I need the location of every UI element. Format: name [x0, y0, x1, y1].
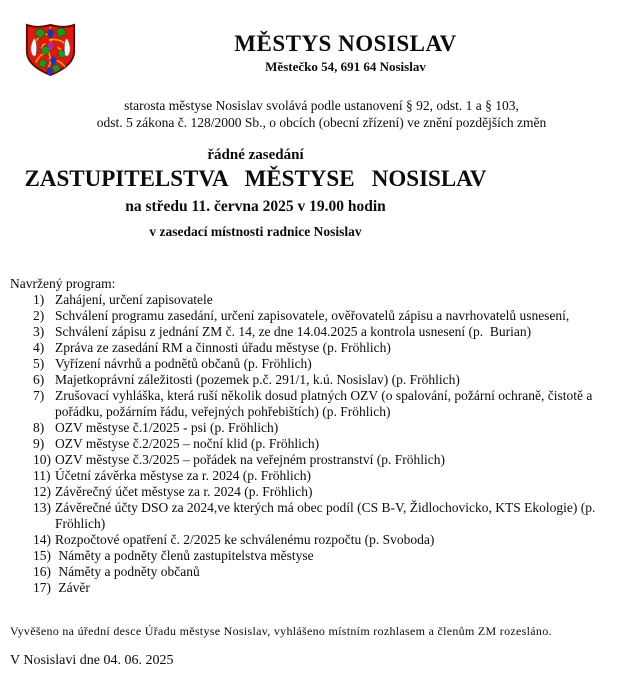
agenda-item-text: Zahájení, určení zapisovatele	[55, 291, 213, 307]
meeting-datetime: na středu 11. června 2025 v 19.00 hodin	[125, 198, 386, 215]
agenda-item-number: 7)	[33, 387, 45, 403]
agenda-item-12	[10, 484, 617, 500]
agenda-item-number: 12)	[33, 483, 51, 499]
agenda-item-text: Schválení zápisu z jednání ZM č. 14, ze dne 14.04.2025 a kontrola usnesení (p. Burian)	[55, 323, 532, 339]
agenda-item-number: 15)	[33, 547, 51, 563]
agenda-item-8	[10, 420, 617, 436]
agenda-item-13	[10, 500, 617, 532]
agenda-item-17	[10, 580, 617, 596]
agenda-item-number: 13)	[33, 499, 51, 515]
meeting-venue: v zasedací místnosti radnice Nosislav	[149, 223, 362, 239]
agenda-item-text: Náměty a podněty členů zastupitelstva městyse	[55, 547, 314, 563]
legal-intro-line2: odst. 5 zákona č. 128/2000 Sb., o obcích (obecní zřízení) ve znění pozdějších změn	[96, 115, 547, 130]
agenda-item-text: Rozpočtové opatření č. 2/2025 ke schválenému rozpočtu (p. Svoboda)	[55, 531, 435, 547]
agenda-item-text: Schválení programu zasedání, určení zapisovatele, ověřovatelů zápisu a navrhovatelů usnesení,	[55, 307, 570, 323]
agenda-item-text: Zpráva ze zasedání RM a činnosti úřadu městyse (p. Fröhlich)	[55, 339, 391, 355]
agenda	[10, 276, 617, 596]
agenda-item-number: 10)	[33, 451, 51, 467]
agenda-item-number: 17)	[33, 579, 51, 595]
agenda-item-number: 6)	[33, 371, 45, 387]
agenda-item-5	[10, 356, 617, 372]
agenda-item-text: Zrušovací vyhláška, která ruší několik dosud platných OZV (o spalování, požární ochraně, čistotě a pořádku, požárním řádu, veřejných pohřebištích) (p. Fröhlich)	[55, 387, 596, 419]
agenda-item-text: Závěrečné účty DSO za 2024,ve kterých má obec podíl (CS B-V, Židlochovicko, KTS Ekologie) (p. Fröhlich)	[55, 499, 599, 531]
agenda-item-number: 16)	[33, 563, 51, 579]
agenda-item-text: Majetkoprávní záležitosti (pozemek p.č. 291/1, k.ú. Nosislav) (p. Fröhlich)	[55, 371, 460, 387]
agenda-heading: Navržený program:	[10, 275, 116, 291]
legal-intro	[0, 97, 627, 131]
agenda-item-16	[10, 564, 617, 580]
org-title: MĚSTYS NOSISLAV	[234, 31, 457, 56]
posting-note: Vyvěšeno na úřední desce Úřadu městyse Nosislav, vyhlášeno místním rozhlasem a členům ZM rozesláno.	[10, 623, 552, 638]
agenda-item-number: 14)	[33, 531, 51, 547]
agenda-item-7	[10, 388, 617, 420]
agenda-item-text: Vyřízení návrhů a podnětů občanů (p. Fröhlich)	[55, 355, 312, 371]
agenda-item-text: OZV městyse č.1/2025 - psi (p. Fröhlich)	[55, 419, 279, 435]
agenda-item-number: 2)	[33, 307, 45, 323]
agenda-item-9	[10, 436, 617, 452]
agenda-item-text: OZV městyse č.3/2025 – pořádek na veřejném prostranství (p. Fröhlich)	[55, 451, 446, 467]
agenda-item-text: Účetní závěrka městyse za r. 2024 (p. Fröhlich)	[55, 467, 312, 483]
meeting-kind: řádné zasedání	[207, 147, 304, 163]
agenda-item-10	[10, 452, 617, 468]
coat-of-arms-icon	[24, 21, 77, 78]
agenda-item-number: 1)	[33, 291, 45, 307]
agenda-item-number: 8)	[33, 419, 45, 435]
agenda-item-number: 9)	[33, 435, 45, 451]
legal-intro-line1: starosta městyse Nosislav svolává podle ustanovení § 92, odst. 1 a § 103,	[124, 98, 519, 113]
agenda-item-6	[10, 372, 617, 388]
agenda-item-number: 11)	[33, 467, 51, 483]
agenda-item-text: Závěr	[55, 579, 90, 595]
meeting-title: ZASTUPITELSTVA MĚSTYSE NOSISLAV	[24, 166, 487, 191]
agenda-item-number: 3)	[33, 323, 45, 339]
agenda-item-text: Závěrečný účet městyse za r. 2024 (p. Fröhlich)	[55, 483, 313, 499]
agenda-item-text: OZV městyse č.2/2025 – noční klid (p. Fröhlich)	[55, 435, 320, 451]
agenda-item-15	[10, 548, 617, 564]
date-line: V Nosislavi dne 04. 06. 2025	[10, 652, 174, 668]
agenda-item-11	[10, 468, 617, 484]
agenda-item-number: 5)	[33, 355, 45, 371]
agenda-item-4	[10, 340, 617, 356]
letterhead	[64, 0, 627, 73]
agenda-item-14	[10, 532, 617, 548]
agenda-item-number: 4)	[33, 339, 45, 355]
meeting-announcement	[0, 146, 511, 240]
agenda-item-2	[10, 308, 617, 324]
agenda-item-1	[10, 292, 617, 308]
org-address: Městečko 54, 691 64 Nosislav	[265, 59, 426, 74]
agenda-item-text: Náměty a podněty občanů	[55, 563, 200, 579]
agenda-item-3	[10, 324, 617, 340]
